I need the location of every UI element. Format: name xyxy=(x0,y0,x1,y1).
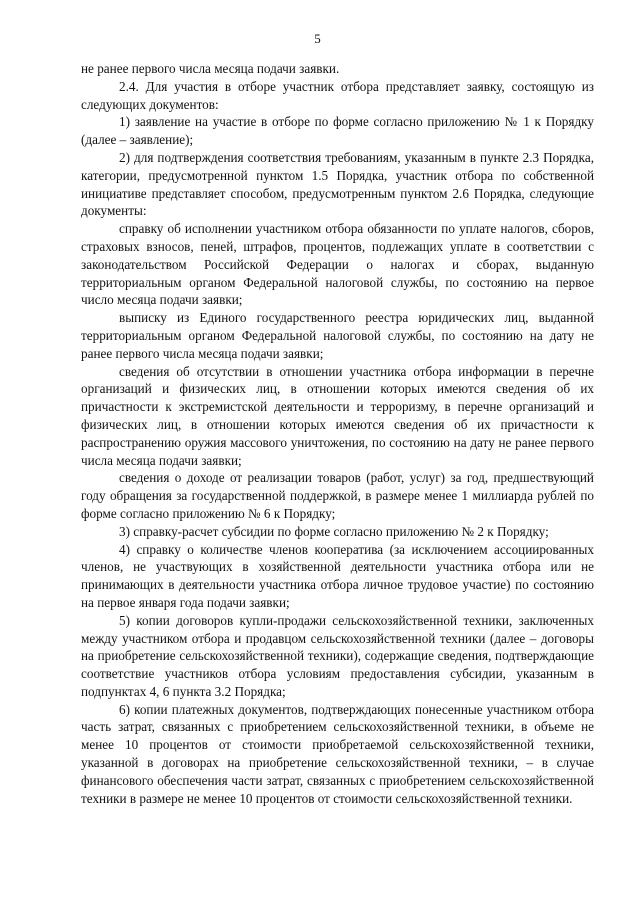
document-body xyxy=(81,60,594,807)
paragraph-income-info: сведения о доходе от реализации товаров (работ, услуг) за год, предшествующий году обращения за государственной поддержкой, в размере менее 1 миллиарда рублей по форме согласно приложению № 6 к Порядку; xyxy=(81,470,594,521)
paragraph-tax-certificate: справку об исполнении участником отбора обязанности по уплате налогов, сборов, страховых взносов, пеней, штрафов, процентов, подлежащих уплате в соответствии с законодательством Российской Федерации о налогах и сборах, выданную территориальным органом Федеральной налоговой службы, по состоянию на первое число месяца подачи заявки; xyxy=(81,221,594,308)
paragraph-extremism-info: сведения об отсутствии в отношении участника отбора информации в перечне организаций и физических лиц, в отношении которых имеются сведения об их причастности к экстремистской деятельности и терроризму, в перечне организаций и физических лиц, в отношении которых имеются сведения об их причастности к распространению оружия массового уничтожения, по состоянию на дату не ранее первого числа месяца подачи заявки; xyxy=(81,363,594,468)
page-number: 5 xyxy=(314,31,321,46)
paragraph-item-4: 4) справку о количестве членов кооператива (за исключением ассоциированных членов, не участвующих в хозяйственной деятельности участника отбора или не принимающих в деятельности участника отбора личное трудовое участие) по состоянию на первое января года подачи заявки; xyxy=(81,541,594,610)
paragraph-item-6: 6) копии платежных документов, подтверждающих понесенные участником отбора часть затрат, связанных с приобретением сельскохозяйственной техники, в объеме не менее 10 процентов от стоимости приобретаемой сельскохозяйственной техники, указанной в договорах на приобретение сельскохозяйственной техники, – в случае финансового обеспечения части затрат, связанных с приобретением сельскохозяйственной техники в размере не менее 10 процентов от стоимости сельскохозяйственной техники. xyxy=(81,701,594,806)
paragraph-item-3: 3) справку-расчет субсидии по форме согласно приложению № 2 к Порядку; xyxy=(119,523,549,539)
paragraph-continuation: не ранее первого числа месяца подачи заявки. xyxy=(81,61,340,76)
paragraph-item-1: 1) заявление на участие в отборе по форме согласно приложению № 1 к Порядку (далее – заявление); xyxy=(81,114,594,148)
paragraph-registry-extract: выписку из Единого государственного реестра юридических лиц, выданной территориальным органом Федеральной налоговой службы, по состоянию на дату не ранее первого числа месяца подачи заявки; xyxy=(81,310,594,361)
paragraph-item-2: 2) для подтверждения соответствия требованиям, указанным в пункте 2.3 Порядка, категории, предусмотренной пунктом 1.5 Порядка, участник отбора по собственной инициативе представляет способом, предусмотренным пунктом 2.6 Порядка, следующие документы: xyxy=(81,149,594,219)
paragraph-item-5: 5) копии договоров купли-продажи сельскохозяйственной техники, заключенных между участником отбора и продавцом сельскохозяйственной техники (далее – договоры на приобретение сельскохозяйственной техники), содержащие сведения, подтверждающие соответствие участников отбора условиям предоставления субсидии, указанным в подпунктах 4, 6 пункта 3.2 Порядка; xyxy=(81,612,594,699)
paragraph-2-4: 2.4. Для участия в отборе участник отбора представляет заявку, состоящую из следующих документов: xyxy=(81,78,594,112)
